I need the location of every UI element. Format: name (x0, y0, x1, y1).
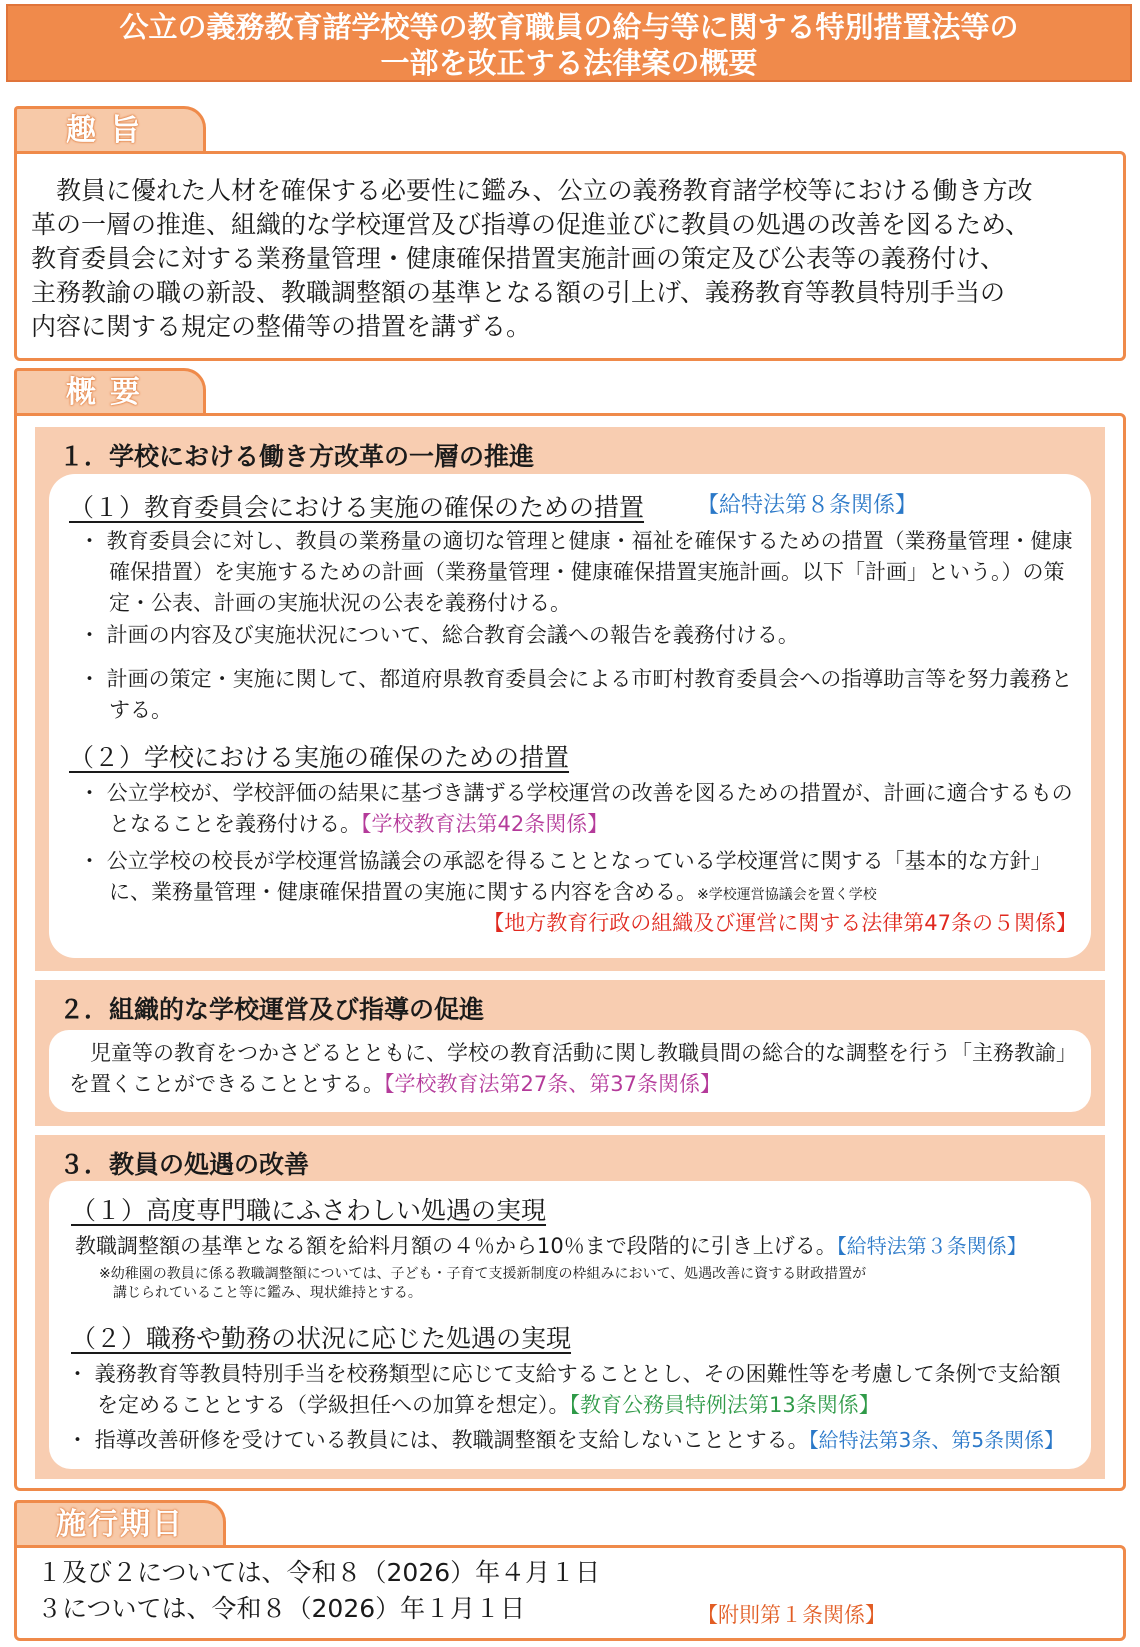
effective-box (14, 1545, 1126, 1641)
s1-sub1-ref: 【給特法第８条関係】 (697, 493, 918, 518)
s1-sub2-bullet-2 (79, 846, 1079, 911)
section-1-heading: １．学校における働き方改革の一層の推進 (59, 442, 535, 471)
section-2-heading: ２．組織的な学校運営及び指導の促進 (59, 995, 485, 1024)
s1-sub1-bullet-2: ・ 計画の内容及び実施状況について、総合教育会議への報告を義務付ける。 (79, 623, 799, 647)
purpose-line: 内容に関する規定の整備等の措置を講ずる。 (31, 312, 532, 341)
purpose-box (14, 151, 1126, 361)
s3-sub2-heading: （２）職務や勤務の状況に応じた処遇の実現 (71, 1324, 572, 1353)
s3-sub2-bullet-1 (67, 1359, 1081, 1421)
purpose-line: 革の一層の推進、組織的な学校運営及び指導の促進並びに教員の処遇の改善を図るため、 (31, 210, 1031, 239)
s3-sub2-bullet-2-ref: 【給特法第3条、第5条関係】 (808, 1428, 1065, 1452)
s1-sub1-heading: （１）教育委員会における実施の確保のための措置 (69, 493, 645, 522)
s3-sub1-heading: （１）高度専門職にふさわしい処遇の実現 (71, 1196, 547, 1225)
effective-line-1: １及び２については、令和８（2026）年４月１日 (37, 1558, 601, 1587)
s1-sub2-bullet-1-text: ・ 公立学校が、学校評価の結果に基づき講ずる学校運営の改善を図るための措置が、計画に適合するものとなることを義務付ける。 (79, 781, 1073, 836)
section-3-card (49, 1181, 1091, 1469)
s1-sub2-bullet-2-text: ・ 公立学校の校長が学校運営協議会の承認を得ることとなっている学校運営に関する「基本的な方針」に、業務量管理・健康確保措置の実施に関する内容を含める。 (79, 849, 1052, 904)
overview-tab (14, 368, 206, 416)
section-2-card (49, 1030, 1091, 1112)
s3-sub2-bullet-2-text: ・ 指導改善研修を受けている教員には、教職調整額を支給しないこととする。 (67, 1428, 809, 1452)
s1-sub2-bullet-2-note: ※学校運営協議会を置く学校 (697, 887, 877, 903)
section-1-panel (35, 427, 1105, 971)
purpose-heading: 趣旨 (66, 113, 154, 148)
s2-text (69, 1038, 1079, 1100)
s3-sub2-bullet-2 (67, 1425, 1081, 1456)
purpose-line: 教員に優れた人材を確保する必要性に鑑み、公立の義務教育諸学校等における働き方改 (31, 176, 1033, 205)
s2-text-body: 児童等の教育をつかさどるとともに、学校の教育活動に関し教職員間の総合的な調整を行う「主務教諭」を置くことができることとする。 (69, 1041, 1077, 1096)
effective-ref: 【附則第１条関係】 (697, 1603, 886, 1627)
page-title (6, 4, 1132, 82)
s1-sub2-heading: （２）学校における実施の確保のための措置 (69, 743, 570, 772)
s1-sub2-bullet-1 (79, 778, 1079, 840)
effective-line-2: ３については、令和８（2026）年１月１日 (37, 1594, 526, 1623)
s3-sub1-text-body: 教職調整額の基準となる額を給料月額の４％から10％まで段階的に引き上げる。 (75, 1234, 837, 1258)
s1-sub2-bullet-2-ref: 【地方教育行政の組織及び運営に関する法律第47条の５関係】 (483, 911, 1077, 935)
s3-sub2-bullet-1-ref: 【教育公務員特例法第13条関係】 (569, 1393, 880, 1417)
section-2-panel (35, 980, 1105, 1126)
s1-sub2-bullet-1-ref: 【学校教育法第42条関係】 (361, 812, 609, 836)
purpose-line: 主務教諭の職の新設、教職調整額の基準となる額の引上げ、義務教育等教員特別手当の (31, 278, 1006, 307)
s3-sub2-bullet-1-text: ・ 義務教育等教員特別手当を校務類型に応じて支給することとし、その困難性等を考慮して条例で支給額を定めることとする（学級担任への加算を想定）。 (67, 1362, 1061, 1417)
title-line-1: 公立の義務教育諸学校等の教育職員の給与等に関する特別措置法等の (119, 10, 1019, 44)
purpose-text (17, 154, 1123, 344)
section-3-heading: ３．教員の処遇の改善 (59, 1150, 310, 1179)
s3-sub1-note-1: ※幼稚園の教員に係る教職調整額については、子ども・子育て支援新制度の枠組みにおいて、処遇改善に資する財政措置が (99, 1266, 867, 1282)
effective-tab (14, 1500, 226, 1548)
section-3-panel (35, 1135, 1105, 1479)
section-1-card (49, 474, 1091, 958)
purpose-line: 教育委員会に対する業務量管理・健康確保措置実施計画の策定及び公表等の義務付け、 (31, 244, 1006, 273)
s2-ref: 【学校教育法第27条、第37条関係】 (384, 1072, 721, 1096)
title-line-2: 一部を改正する法律案の概要 (380, 46, 758, 80)
s3-sub1-ref: 【給特法第３条関係】 (836, 1234, 1027, 1258)
s3-sub1-text (75, 1231, 1027, 1262)
effective-heading: 施行期日 (56, 1507, 184, 1542)
s1-sub1-bullet-1: ・ 教育委員会に対し、教員の業務量の適切な管理と健康・福祉を確保するための措置（業務量管理・健康確保措置）を実施するための計画（業務量管理・健康確保措置実施計画。以下「計画」という。）の策定・公表、計画の実施状況の公表を義務付ける。 (79, 529, 1073, 615)
s1-sub1-bullet-3: ・ 計画の策定・実施に関して、都道府県教育委員会による市町村教育委員会への指導助言等を努力義務とする。 (79, 667, 1073, 722)
overview-heading: 概要 (66, 375, 154, 410)
s3-sub1-note-2: 講じられていること等に鑑み、現状維持とする。 (113, 1285, 422, 1301)
purpose-tab (14, 106, 206, 154)
